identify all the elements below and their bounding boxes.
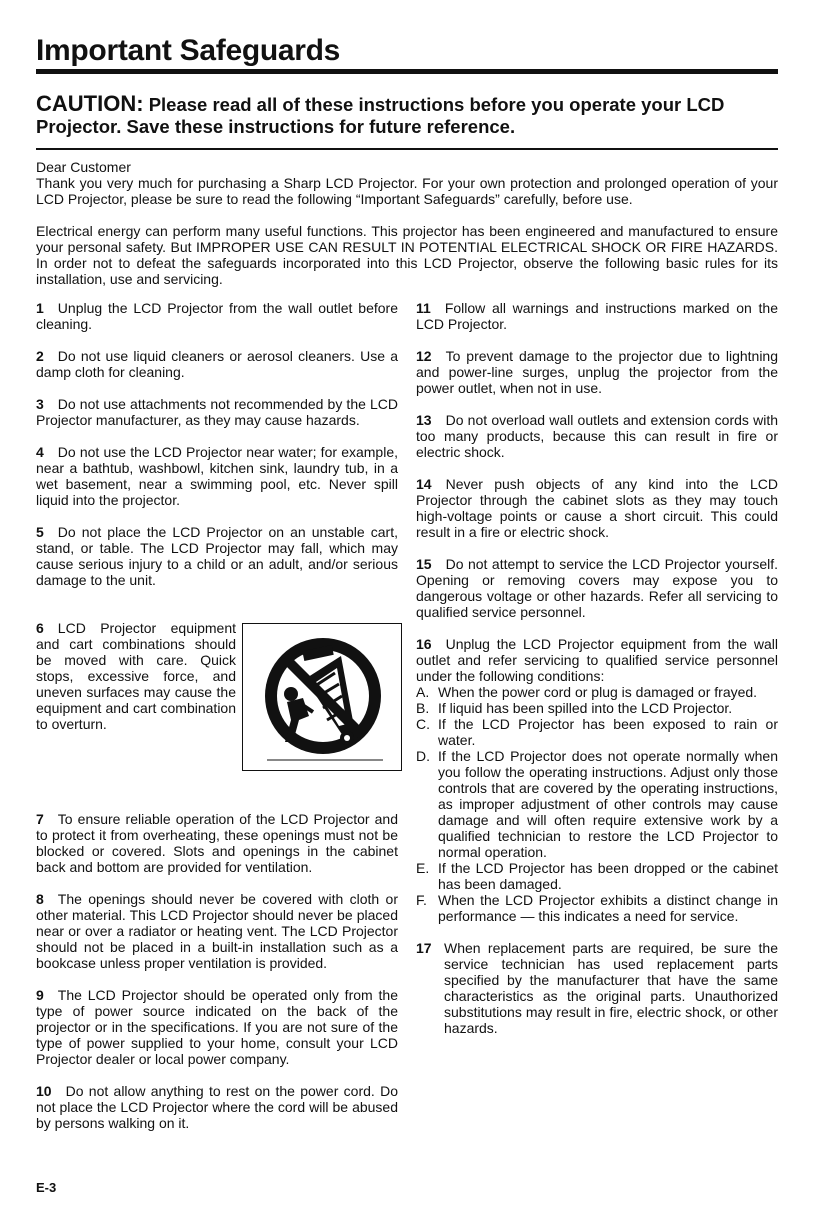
item-number: 14 bbox=[416, 476, 432, 492]
title-rule bbox=[36, 69, 778, 74]
intro-paragraph-2: Electrical energy can perform many useful functions. This projector has been engineered and manufactured to ensure your personal safety. But IMPROPER USE CAN RESULT IN POTENTIAL ELECTRICAL SHOCK OR FIRE HAZARDS. In order not to defeat the safeguards incorporated into this LCD Projector, observe the following basic rules for its installation, use and servicing. bbox=[36, 223, 778, 287]
condition-letter: E. bbox=[416, 860, 430, 876]
item-text: Unplug the LCD Projector equipment from the wall outlet and refer servicing to qualified service personnel under the following conditions: bbox=[416, 636, 778, 684]
safeguard-item-7 bbox=[36, 811, 398, 875]
item-text: LCD Projector equipment and cart combinations should be moved with care. Quick stops, excessive force, and uneven surfaces may cause the equipment and cart combination to overturn. bbox=[36, 620, 236, 732]
caution-text: Please read all of these instructions before you operate your LCD Projector. Save these instructions for future reference. bbox=[36, 94, 725, 137]
item-number: 2 bbox=[36, 348, 44, 364]
condition-text: If the LCD Projector has been dropped or the cabinet has been damaged. bbox=[438, 860, 778, 892]
safeguard-item-11 bbox=[416, 300, 778, 332]
item-number: 10 bbox=[36, 1083, 52, 1099]
caution-rule bbox=[36, 148, 778, 150]
caution-heading bbox=[36, 93, 778, 138]
item-number: 9 bbox=[36, 987, 44, 1003]
condition-c bbox=[416, 716, 778, 748]
item-number: 11 bbox=[416, 300, 431, 316]
item-text: Never push objects of any kind into the LCD Projector through the cabinet slots as they may touch high-voltage points or cause a short circuit. This could result in a fire or electric shock. bbox=[416, 476, 778, 540]
item-number: 1 bbox=[36, 300, 44, 316]
item-text: Do not use attachments not recommended by the LCD Projector manufacturer, as they may cause hazards. bbox=[36, 396, 398, 428]
left-column bbox=[36, 300, 398, 604]
item-number: 8 bbox=[36, 891, 44, 907]
safeguard-item-14 bbox=[416, 476, 778, 540]
page-title: Important Safeguards bbox=[36, 34, 341, 67]
condition-letter: B. bbox=[416, 700, 430, 716]
condition-letter: C. bbox=[416, 716, 430, 732]
caution-word: CAUTION: bbox=[36, 91, 144, 116]
condition-text: If the LCD Projector does not operate normally when you follow the operating instructions. Adjust only those controls that are covered by the operating instructions, as improper adjustment of other controls may cause damage and will often require extensive work by a qualified technician to restore the LCD Projector to normal operation. bbox=[438, 748, 778, 860]
condition-b bbox=[416, 700, 778, 716]
safeguard-item-13 bbox=[416, 412, 778, 460]
condition-text: If the LCD Projector has been exposed to rain or water. bbox=[438, 716, 778, 748]
item-number: 15 bbox=[416, 556, 432, 572]
item-text: To ensure reliable operation of the LCD Projector and to protect it from overheating, these openings must not be blocked or covered. Slots and openings in the cabinet back and bottom are provided for ventilation. bbox=[36, 811, 398, 875]
condition-text: If liquid has been spilled into the LCD Projector. bbox=[438, 700, 733, 716]
condition-text: When the LCD Projector exhibits a distinct change in performance — this indicates a need for service. bbox=[438, 892, 778, 924]
greeting: Dear Customer bbox=[36, 159, 131, 175]
condition-d bbox=[416, 748, 778, 860]
condition-text: When the power cord or plug is damaged or frayed. bbox=[438, 684, 758, 700]
item-number: 13 bbox=[416, 412, 432, 428]
safeguard-item-10 bbox=[36, 1083, 398, 1131]
right-column bbox=[416, 300, 778, 1036]
safeguard-item-1 bbox=[36, 300, 398, 332]
condition-letter: D. bbox=[416, 748, 430, 764]
safeguard-item-5 bbox=[36, 524, 398, 588]
safeguard-item-3 bbox=[36, 396, 398, 428]
safeguard-item-16 bbox=[416, 636, 778, 684]
safeguard-item-6 bbox=[36, 620, 236, 748]
item-text: Do not place the LCD Projector on an unstable cart, stand, or table. The LCD Projector may fall, which may cause serious injury to a child or an adult, and/or serious damage to the unit. bbox=[36, 524, 398, 588]
condition-letter: F. bbox=[416, 892, 427, 908]
item-text: Do not use the LCD Projector near water; for example, near a bathtub, washbowl, kitchen sink, laundry tub, in a wet basement, near a swimming pool, etc. Never spill liquid into the projector. bbox=[36, 444, 398, 508]
condition-e bbox=[416, 860, 778, 892]
safeguard-item-9 bbox=[36, 987, 398, 1067]
condition-a bbox=[416, 684, 778, 700]
safeguard-item-17 bbox=[416, 940, 778, 1036]
page-number: E-3 bbox=[36, 1180, 57, 1195]
item-number: 5 bbox=[36, 524, 44, 540]
condition-letter: A. bbox=[416, 684, 430, 700]
item-text: The LCD Projector should be operated only from the type of power source indicated on the back of the projector or in the specifications. If you are not sure of the type of power supplied to your home, consult your LCD Projector dealer or local power company. bbox=[36, 987, 398, 1067]
safeguard-item-12 bbox=[416, 348, 778, 396]
item-text: Do not allow anything to rest on the power cord. Do not place the LCD Projector where the cord will be abused by persons walking on it. bbox=[36, 1083, 398, 1131]
cart-warning-figure bbox=[242, 623, 402, 771]
intro-paragraph-1: Thank you very much for purchasing a Sharp LCD Projector. For your own protection and prolonged operation of your LCD Projector, please be sure to read the following “Important Safeguards” carefully, before use. bbox=[36, 175, 778, 207]
item-text: Unplug the LCD Projector from the wall outlet before cleaning. bbox=[36, 300, 398, 332]
item-number: 7 bbox=[36, 811, 44, 827]
item-number: 17 bbox=[416, 940, 432, 956]
item-number: 12 bbox=[416, 348, 432, 364]
item-number: 4 bbox=[36, 444, 44, 460]
left-column-lower bbox=[36, 811, 398, 1147]
item-text: When replacement parts are required, be sure the service technician has used replacement parts specified by the manufacturer that have the same characteristics as the original parts. Unauthorized substitutions may result in fire, electric shock, or other hazards. bbox=[444, 940, 778, 1036]
item-text: The openings should never be covered with cloth or other material. This LCD Projector should never be placed near or over a radiator or heating vent. The LCD Projector should not be placed in a built-in installation such as a bookcase unless proper ventilation is provided. bbox=[36, 891, 398, 971]
item-text: To prevent damage to the projector due to lightning and power-line surges, unplug the projector from the power outlet, when not in use. bbox=[416, 348, 778, 396]
item-number: 16 bbox=[416, 636, 432, 652]
item-text: Do not use liquid cleaners or aerosol cleaners. Use a damp cloth for cleaning. bbox=[36, 348, 398, 380]
item-text: Do not attempt to service the LCD Projector yourself. Opening or removing covers may expose you to dangerous voltage or other hazards. Refer all servicing to qualified service personnel. bbox=[416, 556, 778, 620]
safeguard-item-4 bbox=[36, 444, 398, 508]
safeguard-item-8 bbox=[36, 891, 398, 971]
cart-tip-over-icon bbox=[243, 624, 401, 770]
item-number: 3 bbox=[36, 396, 44, 412]
safeguard-item-15 bbox=[416, 556, 778, 620]
condition-f bbox=[416, 892, 778, 924]
safeguard-item-2 bbox=[36, 348, 398, 380]
item-text: Do not overload wall outlets and extension cords with too many products, because this can result in fire or electric shock. bbox=[416, 412, 778, 460]
item-text: Follow all warnings and instructions marked on the LCD Projector. bbox=[416, 300, 778, 332]
item-number: 6 bbox=[36, 620, 44, 636]
